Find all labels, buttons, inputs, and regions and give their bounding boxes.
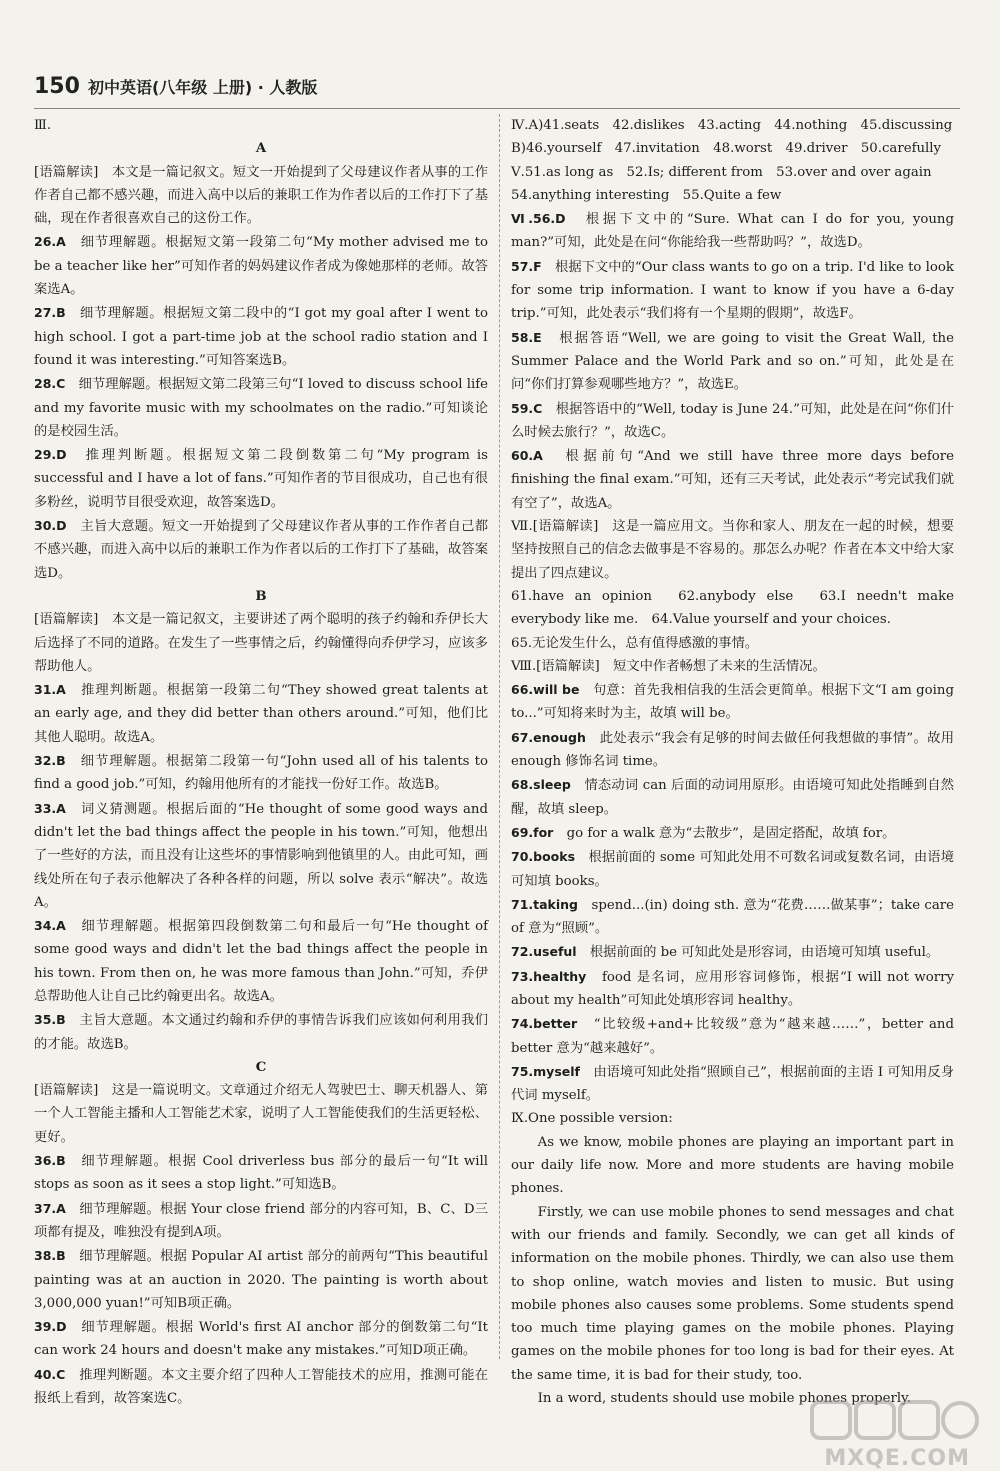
answer-item: [511, 1012, 954, 1060]
section-line: Ⅸ.One possible version:: [511, 1111, 673, 1127]
answer-item: [511, 326, 954, 397]
section-letter: A: [255, 141, 267, 157]
answer-explanation: 细节理解题。根据 World's first AI anchor 部分的倒数第二句“It can work 24 hours and doesn't make any mistakes.”可知D项正确。: [34, 1320, 488, 1359]
answer-explanation: 细节理解题。根据 Popular AI artist 部分的前两句“This beautiful painting was at an auction in 2020. The painting is worth about 3,000,000 yuan!”可知B项正确。: [34, 1249, 488, 1311]
answer-item: [511, 845, 954, 893]
answer-item: [34, 797, 488, 914]
answer-explanation: go for a walk 意为“去散步”，是固定搭配，故填 for。: [553, 825, 896, 841]
answer-item: [34, 1197, 488, 1245]
answer-item: [34, 443, 488, 514]
answer-item: [34, 749, 488, 797]
answer-explanation: 细节理解题。根据第四段倒数第二句和最后一句“He thought of some good ways and didn't let the bad things affect the people in his town. From then on, he was more famous than John.”可知，乔伊总帮助他人让自己比约翰更出名。故选A。: [34, 919, 488, 1004]
answer-number: 28.C: [34, 376, 66, 392]
paragraph: [语篇解读] 这是一篇说明文。文章通过介绍无人驾驶巴士、聊天机器人、第一个人工智能主播和人工智能艺术家，说明了人工智能使我们的生活更轻松、更好。: [34, 1083, 488, 1145]
answer-explanation: 情态动词 can 后面的动词用原形。由语境可知此处指睡到自然醒，故填 sleep。: [511, 778, 954, 817]
answer-item: [511, 444, 954, 515]
answer-number: Ⅵ.56.D: [511, 211, 566, 227]
answer-number: 57.F: [511, 258, 542, 274]
right-column: [511, 114, 954, 1410]
answer-explanation: 此处表示“我会有足够的时间去做任何我想做的事情”。故用 enough 修饰名词 time。: [511, 730, 954, 770]
answer-number: 34.A: [34, 918, 66, 934]
answer-explanation: 词义猜测题。根据后面的“He thought of some good ways and didn't let the bad things affect the people in his town.”可知，他想出了一些好的方法，而且没有让这些坏的事情影响到他镇里的人。由此可知，画线处所在句子表示他解决了各种各样的问题，所以 solve 表示“解决”。故选A。: [34, 801, 488, 910]
answer-number: 59.C: [511, 400, 543, 416]
paragraph: 61.have an opinion 62.anybody else 63.I needn't make everybody like me. 64.Value yourself and your choices.: [511, 588, 954, 628]
answer-item: [34, 1149, 488, 1197]
answer-item: [34, 1315, 488, 1363]
answer-number: 75.myself: [511, 1063, 580, 1079]
answer-explanation: 主旨大意题。本文通过约翰和乔伊的事情告诉我们应该如何利用我们的才能。故选B。: [34, 1013, 488, 1052]
column-divider: [499, 114, 500, 1359]
answer-item: [34, 1008, 488, 1056]
watermark-logo-icon: [810, 1398, 980, 1442]
answer-explanation: “比较级+and+比较级”意为“越来越……”，better and better 意为“越来越好”。: [511, 1017, 954, 1056]
answer-explanation: 细节理解题。根据第二段第一句“John used all of his talents to find a good job.”可知，约翰用他所有的才能找一份好工作。故选B。: [34, 754, 488, 793]
answer-number: 37.A: [34, 1200, 66, 1216]
answer-explanation: spend...(in) doing sth. 意为“花费……做某事”；take care of 意为“照顾”。: [511, 897, 954, 937]
answer-item: [34, 914, 488, 1008]
answer-explanation: 根据前面的 some 可知此处用不可数名词或复数名词，由语境可知填 books。: [511, 850, 954, 889]
answer-number: 31.A: [34, 682, 66, 698]
header-rule: [34, 108, 960, 109]
answer-number: 40.C: [34, 1366, 66, 1382]
answer-explanation: 根据下文中的“Sure. What can I do for you, young man?”可知，此处是在问“你能给我一些帮助吗？”，故选D。: [511, 212, 955, 251]
section-line: Ⅳ.A)41.seats 42.dislikes 43.acting 44.nothing 45.discussing: [511, 118, 953, 133]
answer-item: [34, 1363, 488, 1411]
section-line: Ⅴ.51.as long as 52.Is; different from 53.over and over again: [511, 164, 932, 180]
answer-number: 32.B: [34, 753, 66, 769]
answer-item: [511, 726, 954, 774]
answer-number: 35.B: [34, 1012, 66, 1028]
answer-explanation: 根据前面的 be 可知此处是形容词，由语境可知填 useful。: [576, 945, 940, 961]
answer-item: [511, 821, 954, 845]
answer-explanation: 根据答语中的“Well, today is June 24.”可知，此处是在问“你们什么时候去旅行？”，故选C。: [511, 401, 954, 440]
section-line: B)46.yourself 47.invitation 48.worst 49.driver 50.carefully: [511, 141, 942, 157]
answer-explanation: 根据下文中的“Our class wants to go on a trip. I'd like to look for some trip information. I want to know if you have a 6-day trip.”可知，此处表示“我们将有一个星期的假期”，故选F。: [511, 259, 954, 322]
answer-number: 71.taking: [511, 896, 578, 912]
essay-paragraph: In a word, students should use mobile phones properly.: [537, 1391, 912, 1407]
answer-explanation: 推理判断题。本文主要介绍了四种人工智能技术的应用，推测可能在报纸上看到，故答案选C。: [34, 1367, 488, 1407]
section-letter: C: [255, 1059, 267, 1075]
left-column: [34, 114, 488, 1410]
paragraph: Ⅷ.[语篇解读] 短文中作者畅想了未来的生活情况。: [511, 658, 826, 674]
answer-item: [511, 678, 954, 726]
watermark-url: MXQE.COM: [824, 1446, 970, 1471]
paragraph: [语篇解读] 本文是一篇记叙文。短文一开始提到了父母建议作者从事的工作作者自己都不感兴趣，而进入高中以后的兼职工作为作者以后的工作打下了基础，现在作者很喜欢自己的这份工作。: [34, 164, 488, 227]
essay-paragraph: Firstly, we can use mobile phones to send messages and chat with our friends and family. Secondly, we can get all kinds of information on the mobile phones. Thirdly, we can also use them to shop online, watch movies and listen to music. But using mobile phones also causes some problems. Some students spend too much time playing games on the mobile phones. Playing games on the mobile phones for too long is bad for their eyes. At the same time, it is bad for their study, too.: [511, 1204, 954, 1383]
answer-item: [511, 207, 954, 255]
book-title: 初中英语(八年级 上册) · 人教版: [87, 78, 318, 97]
answer-item: [511, 255, 954, 326]
answer-explanation: 细节理解题。根据短文第二段中的“I got my goal after I went to high school. I got a part-time job at the school radio station and I found it was interesting.”可知答案选B。: [34, 306, 488, 368]
page-number: 150: [34, 74, 80, 99]
answer-item: [511, 893, 954, 941]
answer-item: [34, 514, 488, 585]
answer-explanation: 推理判断题。根据短文第二段倒数第二句“My program is successful and I have a lot of fans.”可知作者的节目很成功，自己也有很多粉丝，说明节目很受欢迎，故答案选D。: [34, 448, 488, 510]
answer-item: [34, 372, 488, 443]
answer-explanation: 主旨大意题。短文一开始提到了父母建议作者从事的工作作者自己都不感兴趣，而进入高中以后的兼职工作为作者以后的工作打下了基础，故答案选D。: [34, 519, 488, 581]
answer-number: 29.D: [34, 447, 67, 463]
answer-explanation: 细节理解题。根据短文第一段第二句“My mother advised me to be a teacher like her”可知作者的妈妈建议作者成为像她那样的老师。故答案选A。: [34, 235, 488, 298]
answer-number: 58.E: [511, 329, 542, 345]
answer-number: 72.useful: [511, 944, 577, 960]
answer-item: [511, 940, 954, 964]
essay-paragraph: As we know, mobile phones are playing an important part in our daily life now. More and more students are having mobile phones.: [511, 1134, 954, 1197]
answer-explanation: 细节理解题。根据 Your close friend 部分的内容可知，B、C、D三项都有提及，唯独没有提到A项。: [34, 1201, 488, 1240]
answer-number: 70.books: [511, 849, 576, 865]
answer-number: 67.enough: [511, 729, 586, 745]
answer-item: [511, 397, 954, 445]
answer-item: [511, 773, 954, 821]
answer-explanation: 细节理解题。根据 Cool driverless bus 部分的最后一句“It will stops as soon as it sees a stop light.”可知选B。: [34, 1154, 488, 1193]
answer-number: 39.D: [34, 1319, 67, 1335]
section-line: Ⅲ.: [34, 118, 52, 133]
answer-explanation: 根据答语“Well, we are going to visit the Great Wall, the Summer Palace and the World Park and so on.”可知，此处是在问“你们打算参观哪些地方？”，故选E。: [511, 330, 954, 393]
answer-number: 30.D: [34, 518, 67, 534]
answer-number: 66.will be: [511, 682, 580, 698]
answer-number: 69.for: [511, 824, 554, 840]
answer-number: 60.A: [511, 448, 543, 464]
answer-number: 74.better: [511, 1016, 578, 1032]
answer-item: [511, 1060, 954, 1108]
answer-item: [34, 1244, 488, 1315]
paragraph: 65.无论发生什么，总有值得感激的事情。: [511, 635, 759, 651]
answer-number: 68.sleep: [511, 777, 571, 793]
answer-item: [34, 230, 488, 301]
paragraph: [语篇解读] 本文是一篇记叙文，主要讲述了两个聪明的孩子约翰和乔伊长大后选择了不同的道路。在发生了一些事情之后，约翰懂得向乔伊学习，应该多帮助他人。: [34, 612, 488, 674]
answer-number: 26.A: [34, 234, 66, 250]
answer-item: [34, 678, 488, 749]
answer-number: 33.A: [34, 800, 66, 816]
page-header: [34, 74, 317, 99]
answer-explanation: 推理判断题。根据第一段第二句“They showed great talents at an early age, and they did better than others around.”可知，他们比其他人聪明。故选A。: [34, 683, 488, 745]
answer-explanation: 由语境可知此处指“照顾自己”，根据前面的主语 I 可知用反身代词 myself。: [511, 1064, 954, 1104]
section-letter: B: [255, 588, 267, 604]
answer-explanation: 句意：首先我相信我的生活会更简单。根据下文“I am going to...”可知将来时为主，故填 will be。: [511, 683, 954, 722]
answer-explanation: food 是名词，应用形容词修饰，根据“I will not worry about my health”可知此处填形容词 healthy。: [511, 969, 954, 1008]
section-line: 54.anything interesting 55.Quite a few: [511, 187, 782, 203]
answer-item: [34, 301, 488, 372]
answer-explanation: 细节理解题。根据短文第二段第三句“I loved to discuss school life and my favorite music with my schoolmates on the radio.”可知谈论的是校园生活。: [34, 377, 488, 439]
answer-number: 27.B: [34, 305, 66, 321]
answer-item: [511, 965, 954, 1013]
answer-number: 36.B: [34, 1153, 66, 1169]
answer-number: 38.B: [34, 1248, 66, 1264]
answer-number: 73.healthy: [511, 968, 587, 984]
paragraph: Ⅶ.[语篇解读] 这是一篇应用文。当你和家人、朋友在一起的时候，想要坚持按照自己的信念去做事是不容易的。那怎么办呢？作者在本文中给大家提出了四点建议。: [511, 519, 954, 581]
answer-explanation: 根据前句“And we still have three more days before finishing the final exam.”可知，还有三天考试，此处表示“考完试我们就有空了”，故选A。: [511, 449, 954, 511]
